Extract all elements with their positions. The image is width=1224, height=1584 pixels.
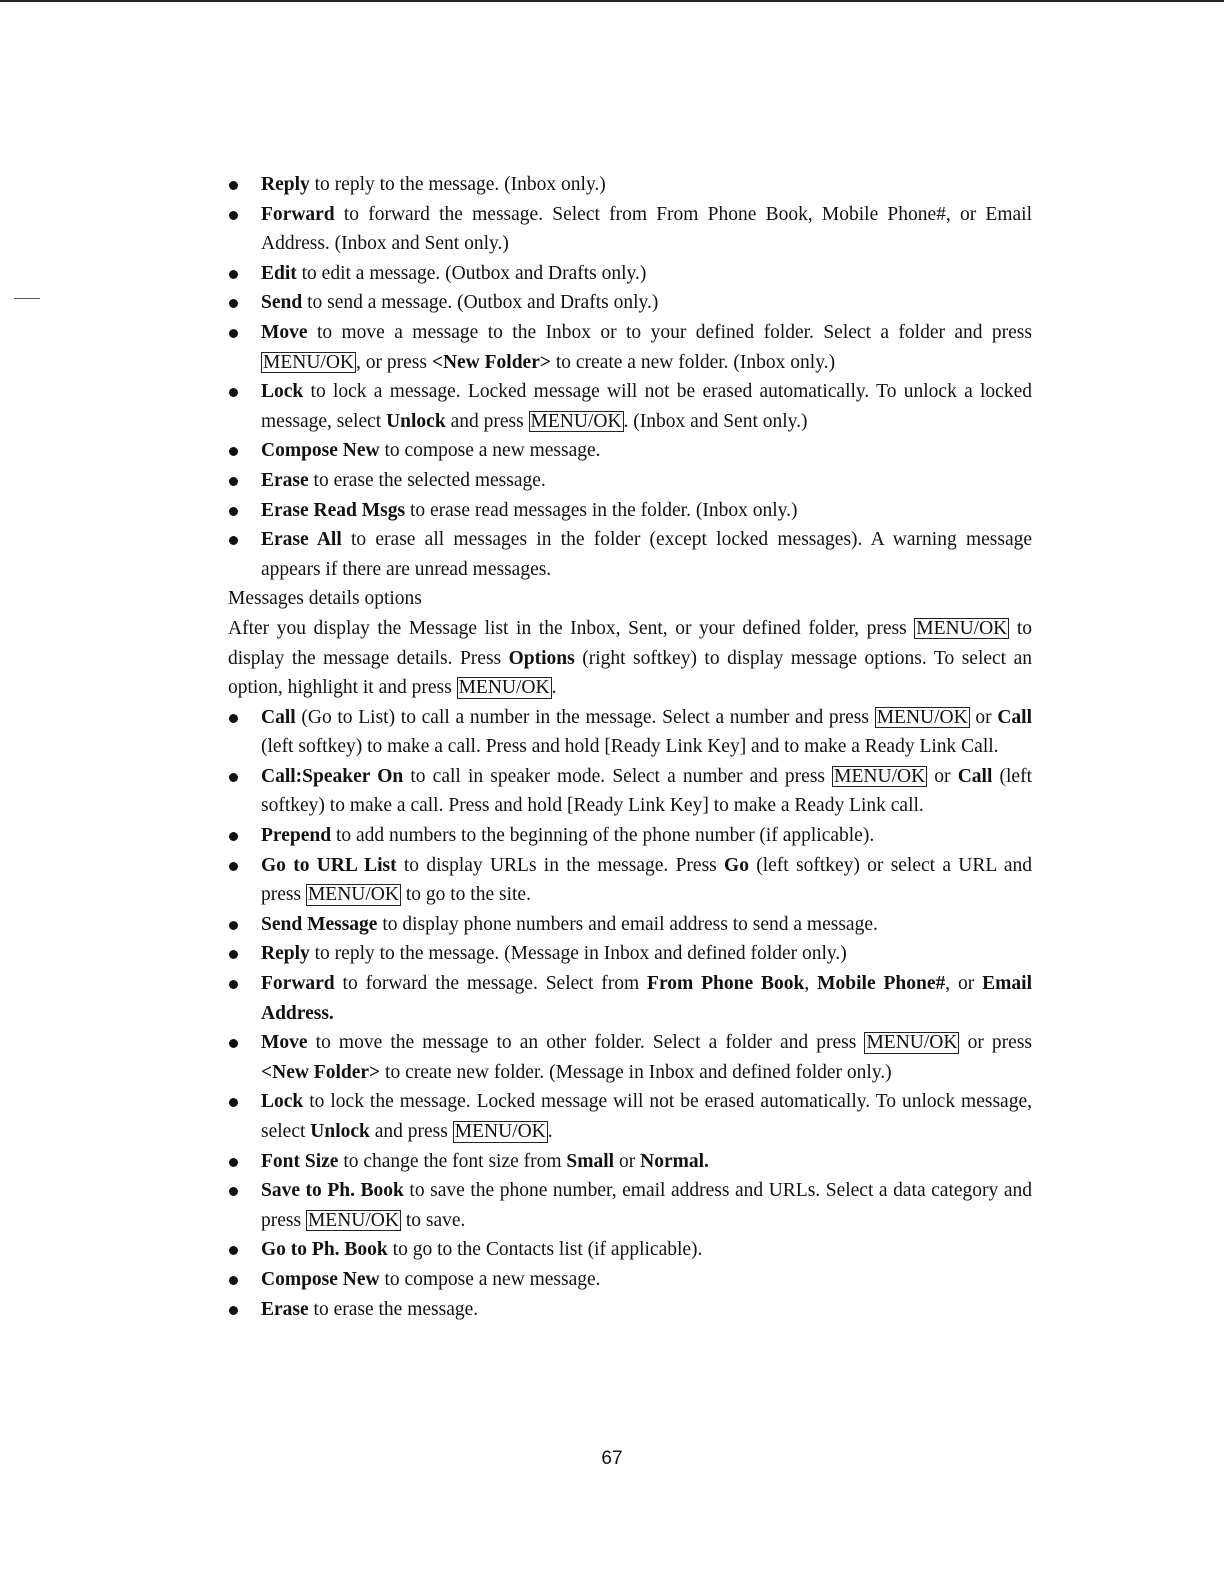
text-run: to erase the selected message.	[308, 469, 546, 491]
list-item	[228, 939, 1032, 969]
option-term: Move	[261, 321, 308, 343]
option-term: Forward	[261, 973, 335, 995]
menu-ok-key: MENU/OK	[307, 884, 399, 906]
text-run: (left softkey) to make a call. Press and hold [Ready Link Key] to make a Ready Link call.	[261, 765, 1032, 817]
option-term: From Phone Book	[647, 973, 805, 995]
option-term: Send Message	[261, 913, 378, 935]
option-term: Call	[957, 765, 993, 787]
option-term: Edit	[261, 262, 297, 284]
option-term: Mobile Phone#	[817, 973, 946, 995]
text-run: to reply to the message. (Inbox only.)	[309, 174, 606, 195]
text-run: , or press	[356, 351, 432, 373]
list-item	[228, 1295, 1032, 1325]
menu-ok-key: MENU/OK	[834, 765, 926, 787]
list-item	[228, 200, 1032, 259]
option-term: Forward	[261, 203, 335, 225]
option-term: Go to Ph. Book	[261, 1239, 388, 1261]
text-run: to display the message details. Press	[228, 617, 1032, 669]
list-item	[228, 762, 1032, 821]
list-item	[228, 910, 1032, 940]
text-run: to create new folder. (Message in Inbox and defined folder only.)	[380, 1061, 892, 1083]
list-item	[228, 466, 1032, 496]
text-run: or	[614, 1150, 641, 1172]
option-term: Prepend	[261, 825, 332, 847]
option-term: Send	[261, 292, 303, 314]
option-term: Call:Speaker On	[261, 765, 404, 787]
text-run: to compose a new message.	[379, 440, 601, 462]
list-item	[228, 436, 1032, 466]
option-term: Erase All	[261, 529, 342, 551]
menu-ok-key: MENU/OK	[307, 1209, 399, 1231]
text-run: to go to the site.	[400, 884, 531, 906]
text-run: .	[551, 677, 557, 699]
text-run: (Go to List) to call a number in the message. Select a number and press	[295, 706, 875, 728]
text-run: to call in speaker mode. Select a number and press	[403, 765, 833, 787]
text-run: to erase the message.	[308, 1298, 479, 1320]
text-run: .	[547, 1121, 553, 1142]
option-term: Lock	[261, 381, 304, 403]
text-run: to save the phone number, email address and URLs. Select a data category and press	[261, 1180, 1032, 1231]
text-run: to lock a message. Locked message will not be erased automatically. To unlock a locked message, select	[261, 381, 1032, 432]
list-item	[228, 821, 1032, 851]
option-term: Erase	[261, 1298, 309, 1320]
intro-paragraph	[228, 614, 1032, 703]
text-run: or	[927, 765, 958, 787]
text-run: to forward the message. Select from From Phone Book, Mobile Phone#, or Email Address. (Inbox and Sent only.)	[261, 203, 1032, 255]
option-term: Options	[508, 647, 575, 669]
margin-mark	[14, 298, 40, 299]
text-run: (left softkey) to make a call. Press and hold [Ready Link Key] and to make a Ready Link Call.	[261, 736, 999, 758]
top-rule	[0, 0, 1224, 2]
list-item	[228, 1235, 1032, 1265]
text-run: and press	[369, 1121, 453, 1142]
option-term: Move	[261, 1032, 308, 1054]
option-term: Small	[566, 1150, 615, 1172]
text-run: (right softkey) to display message options. To select an option, highlight it and press	[228, 647, 1032, 699]
text-run: to display URLs in the message. Press	[396, 854, 725, 876]
text-run: to move a message to the Inbox or to your defined folder. Select a folder and press	[307, 321, 1032, 343]
text-run: , or	[945, 973, 983, 995]
option-term: <New Folder>	[431, 351, 551, 373]
list-item	[228, 525, 1032, 584]
option-term: Erase	[261, 469, 309, 491]
text-run: and press	[445, 410, 529, 432]
option-term: Email Address.	[261, 973, 1033, 1024]
option-term: Erase Read Msgs	[261, 499, 406, 521]
option-term: Compose New	[261, 1268, 380, 1290]
option-term: Lock	[261, 1091, 304, 1113]
list-item	[228, 259, 1032, 289]
list-item	[228, 1176, 1032, 1235]
list-item	[228, 1028, 1032, 1087]
text-run: to go to the Contacts list (if applicable).	[387, 1239, 703, 1261]
list-item	[228, 1147, 1032, 1177]
option-term: Unlock	[386, 410, 446, 432]
page-body	[228, 170, 1032, 1324]
text-run: to display phone numbers and email address to send a message.	[377, 913, 878, 935]
list-item	[228, 318, 1032, 377]
option-term: Compose New	[261, 440, 380, 462]
text-run: to move the message to an other folder. Select a folder and press	[307, 1032, 865, 1054]
text-run: to change the font size from	[338, 1150, 567, 1172]
menu-ok-key: MENU/OK	[876, 706, 968, 728]
menu-ok-key: MENU/OK	[263, 351, 354, 373]
text-run: to add numbers to the beginning of the phone number (if applicable).	[331, 825, 875, 847]
option-term: Unlock	[310, 1121, 370, 1142]
text-run: to erase read messages in the folder. (Inbox only.)	[405, 499, 798, 521]
option-term: <New Folder>	[261, 1061, 381, 1083]
list-item	[228, 1087, 1032, 1146]
list-item	[228, 703, 1032, 762]
text-run: After you display the Message list in the Inbox, Sent, or your defined folder, press	[228, 617, 915, 639]
text-run: to forward the message. Select from	[334, 973, 648, 995]
list-item	[228, 288, 1032, 318]
menu-ok-key: MENU/OK	[916, 617, 1008, 639]
text-run: to save.	[400, 1209, 466, 1231]
text-run: ,	[804, 973, 818, 995]
list-item	[228, 496, 1032, 526]
option-term: Save to Ph. Book	[261, 1180, 404, 1202]
list-item	[228, 1265, 1032, 1295]
menu-ok-key: MENU/OK	[458, 677, 550, 699]
text-run: to send a message. (Outbox and Drafts only.)	[302, 292, 659, 314]
text-run: to edit a message. (Outbox and Drafts only.)	[296, 262, 647, 284]
option-term: Call	[261, 706, 296, 728]
page-number: 67	[601, 1448, 623, 1469]
text-run: . (Inbox and Sent only.)	[623, 410, 808, 432]
menu-ok-key: MENU/OK	[530, 410, 622, 432]
option-term: Reply	[261, 174, 310, 195]
text-run: or press	[959, 1032, 1032, 1054]
option-term: Call	[997, 706, 1032, 728]
text-run: (left softkey) or select a URL and press	[261, 854, 1032, 906]
list-item	[228, 969, 1032, 1028]
option-term: Normal.	[640, 1150, 709, 1172]
option-term: Go	[724, 854, 749, 876]
list-item	[228, 170, 1032, 200]
option-term: Font Size	[261, 1150, 339, 1172]
option-term: Go to URL List	[261, 854, 397, 876]
text-run: or	[969, 706, 998, 728]
details-options-list	[228, 703, 1032, 1324]
section-heading: Messages details options	[228, 588, 422, 610]
list-item	[228, 377, 1032, 436]
text-run: to reply to the message. (Message in Inbox and defined folder only.)	[309, 943, 847, 965]
menu-ok-key: MENU/OK	[454, 1121, 546, 1142]
message-options-list	[228, 170, 1032, 584]
text-run: to create a new folder. (Inbox only.)	[550, 351, 836, 373]
list-item	[228, 851, 1032, 910]
option-term: Reply	[261, 943, 310, 965]
menu-ok-key: MENU/OK	[866, 1032, 958, 1054]
text-run: to compose a new message.	[379, 1268, 601, 1290]
text-run: to erase all messages in the folder (except locked messages). A warning message appears if there are unread messages.	[261, 529, 1033, 580]
text-run: to lock the message. Locked message will not be erased automatically. To unlock message, select	[261, 1091, 1032, 1142]
